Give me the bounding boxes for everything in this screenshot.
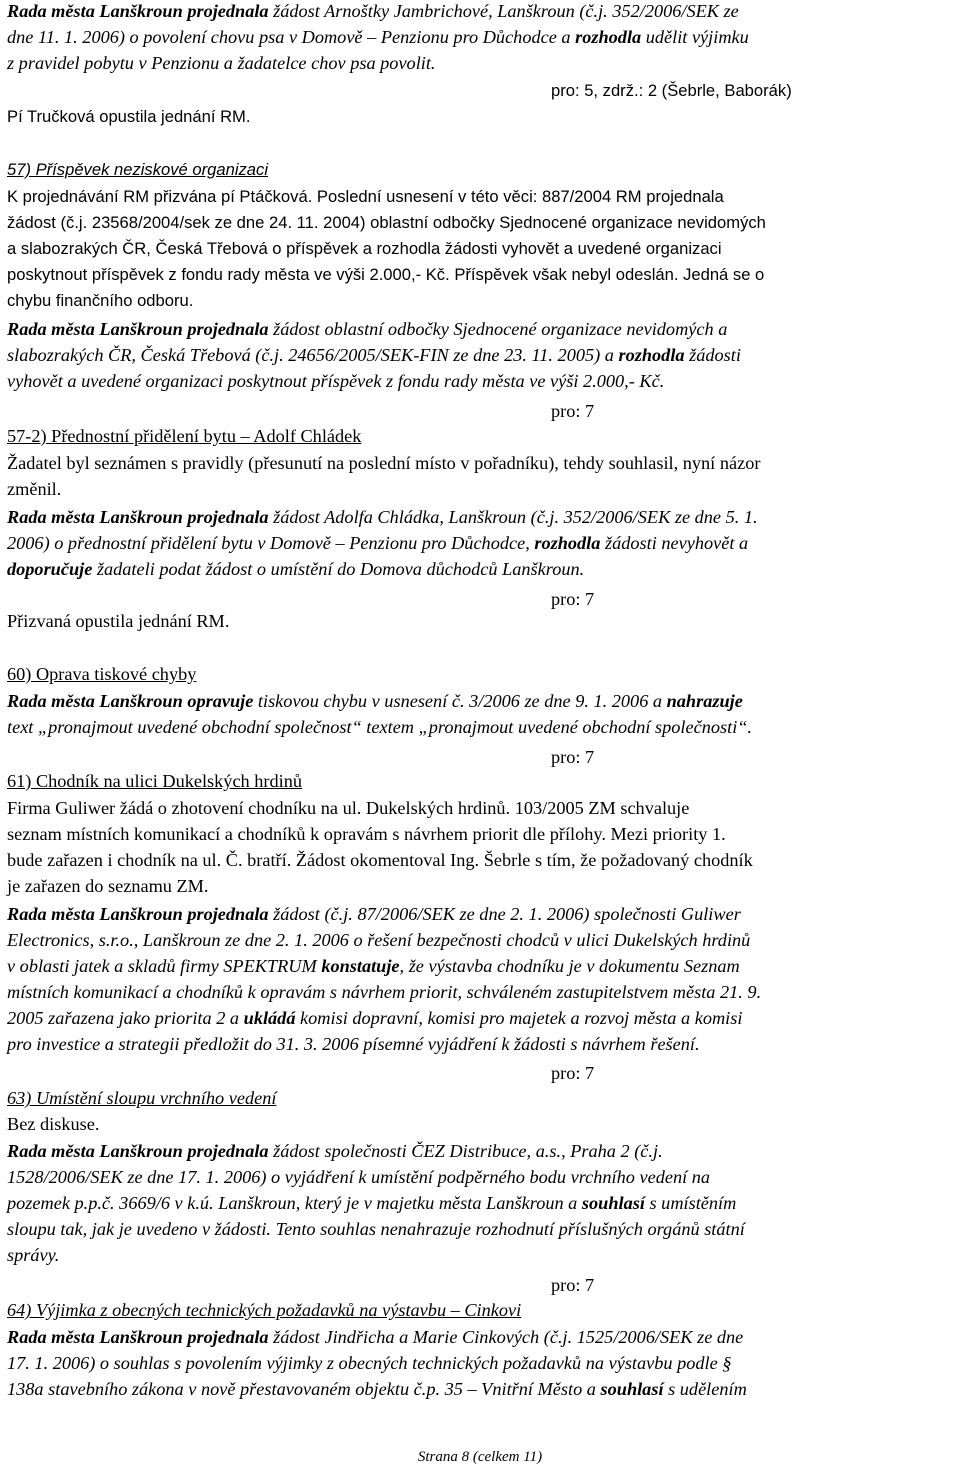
bold-run: Rada města Lanškroun projednala — [7, 1141, 269, 1161]
text-run: tiskovou chybu v usnesení č. 3/2006 ze dne 9. 1. 2006 a — [253, 691, 667, 711]
resolution-line — [7, 24, 749, 50]
paragraph-line: seznam místních komunikací a chodníků k opravám s návrhem priorit dle přílohy. Mezi priority 1. — [7, 824, 726, 844]
text-run: žadateli podat žádost o umístění do Domova důchodců Lanškroun. — [92, 559, 585, 579]
text-run: 138a stavebního zákona v nově přestavovaném objektu č.p. 35 – Vnitřní Město a — [7, 1379, 601, 1399]
bold-run: souhlasí — [600, 1379, 664, 1399]
text-run: v oblasti jatek a skladů firmy SPEKTRUM — [7, 956, 322, 976]
paragraph-line: chybu finančního odboru. — [7, 291, 194, 310]
text-run: dne 11. 1. 2006) o povolení chovu psa v Domově – Penzionu pro Důchodce a — [7, 27, 576, 47]
resolution-line: správy. — [7, 1245, 60, 1265]
text-run: žádosti nevyhovět a — [600, 533, 749, 553]
paragraph-line: K projednávání RM přizvána pí Ptáčková. Poslední usnesení v této věci: 887/2004 RM projednala — [7, 187, 724, 206]
resolution-line: 17. 1. 2006) o souhlas s povolením výjimky z obecných technických požadavků na výstavbu podle § — [7, 1353, 732, 1373]
resolution-line: pro investice a strategii předložit do 31. 3. 2006 písemné vyjádření k žádosti s návrhem řešení. — [7, 1034, 700, 1054]
resolution-line: místních komunikací a chodníků k opravám s návrhem priorit, schváleném zastupitelstvem města 21. 9. — [7, 982, 762, 1002]
section-heading: 60) Oprava tiskové chyby — [7, 664, 197, 684]
paragraph-line: Přizvaná opustila jednání RM. — [7, 611, 230, 631]
bold-run: ukládá — [243, 1008, 296, 1028]
text-run: žádost společnosti ČEZ Distribuce, a.s., Praha 2 (č.j. — [268, 1141, 663, 1161]
text-run: pozemek p.p.č. 3669/6 v k.ú. Lanškroun, který je v majetku města Lanškroun a — [7, 1193, 582, 1213]
text-run: komisi dopravní, komisi pro majetek a rozvoj města a komisi — [295, 1008, 743, 1028]
resolution-line: vyhovět a uvedené organizaci poskytnout příspěvek z fondu rady města ve výši 2.000,- Kč. — [7, 371, 665, 391]
resolution-line — [7, 0, 739, 24]
text-run: žádost oblastní odbočky Sjednocené organizace nevidomých a — [268, 319, 728, 339]
paragraph-line: Bez diskuse. — [7, 1114, 100, 1134]
resolution-line — [7, 1190, 736, 1216]
bold-run: nahrazuje — [666, 691, 743, 711]
text-run: 2006) o přednostní přidělení bytu v Domově – Penzionu pro Důchodce, — [7, 533, 535, 553]
text-run: žádost Adolfa Chládka, Lanškroun (č.j. 352/2006/SEK ze dne 5. 1. — [268, 507, 758, 527]
vote-result: pro: 7 — [551, 401, 595, 421]
bold-run: doporučuje — [7, 559, 93, 579]
section-heading: 61) Chodník na ulici Dukelských hrdinů — [7, 771, 302, 791]
page-footer: Strana 8 (celkem 11) — [417, 1449, 543, 1465]
bold-run: Rada města Lanškroun projednala — [7, 1327, 269, 1347]
resolution-line — [7, 1138, 663, 1164]
bold-run: Rada města Lanškroun projednala — [7, 1, 269, 21]
section-heading: 57-2) Přednostní přidělení bytu – Adolf Chládek — [7, 426, 362, 446]
bold-run: rozhodla — [534, 533, 601, 553]
text-run: slabozrakých ČR, Česká Třebová (č.j. 24656/2005/SEK-FIN ze dne 23. 11. 2005) a — [7, 345, 619, 365]
resolution-line — [7, 688, 743, 714]
resolution-line — [7, 342, 741, 368]
resolution-line — [7, 530, 748, 556]
text-run: , že výstavba chodníku je v dokumentu Seznam — [399, 956, 740, 976]
bold-run: Rada města Lanškroun — [7, 691, 188, 711]
vote-result: pro: 7 — [551, 747, 595, 767]
resolution-line — [7, 927, 750, 953]
bold-run: souhlasí — [581, 1193, 645, 1213]
text-run: s umístěním — [644, 1193, 737, 1213]
resolution-line — [7, 556, 584, 582]
paragraph-line: žádost (č.j. 23568/2004/sek ze dne 24. 11. 2004) oblastní odbočky Sjednocené organizace nevidomých — [7, 213, 766, 232]
resolution-line: sloupu tak, jak je uvedeno v žádosti. Tento souhlas nenahrazuje rozhodnutí příslušných orgánů státní — [7, 1219, 745, 1239]
bold-run: rozhodla — [575, 27, 642, 47]
paragraph-line: bude zařazen i chodník na ul. Č. bratří. Žádost okomentoval Ing. Šebrle s tím, že požadovaný chodník — [7, 850, 753, 870]
resolution-line: z pravidel pobytu v Penzionu a žadatelce chov psa povolit. — [7, 53, 436, 73]
resolution-line — [7, 901, 741, 927]
resolution-line — [7, 1324, 743, 1350]
section-heading: 57) Příspěvek neziskové organizaci — [7, 160, 269, 179]
text-run: udělit výjimku — [641, 27, 749, 47]
resolution-line — [7, 1376, 747, 1402]
text-run: s udělením — [663, 1379, 747, 1399]
vote-result: pro: 5, zdrž.: 2 (Šebrle, Baborák) — [551, 81, 792, 100]
paragraph-line: Žadatel byl seznámen s pravidly (přesunutí na poslední místo v pořadníku), tehdy souhlasil, nyní názor — [7, 453, 761, 473]
bold-run: rozhodla — [618, 345, 685, 365]
paragraph-line: Pí Tručková opustila jednání RM. — [7, 107, 251, 126]
resolution-line — [7, 1005, 742, 1031]
resolution-line — [7, 504, 758, 530]
text-run: žádosti — [684, 345, 741, 365]
paragraph-line: Firma Guliwer žádá o zhotovení chodníku na ul. Dukelských hrdinů. 103/2005 ZM schvaluje — [7, 798, 690, 818]
paragraph-line: změnil. — [7, 479, 62, 499]
resolution-line — [7, 316, 727, 342]
vote-result: pro: 7 — [551, 1063, 595, 1083]
section-heading: 64) Výjimka z obecných technických požadavků na výstavbu – Cinkovi — [7, 1300, 522, 1320]
paragraph-line: poskytnout příspěvek z fondu rady města ve výši 2.000,- Kč. Příspěvek však nebyl odeslán. Jedná se o — [7, 265, 765, 284]
text-run: žádost (č.j. 87/2006/SEK ze dne 2. 1. 2006) společnosti Guliwer — [268, 904, 741, 924]
bold-run: opravuje — [187, 691, 254, 711]
resolution-line: text „pronajmout uvedené obchodní společnost“ textem „pronajmout uvedené obchodní společnosti“. — [7, 717, 753, 737]
paragraph-line: a slabozrakých ČR, Česká Třebová o příspěvek a rozhodla žádosti vyhovět a uvedené organizaci — [7, 239, 722, 258]
resolution-line — [7, 953, 740, 979]
bold-run: Rada města Lanškroun projednala — [7, 507, 269, 527]
vote-result: pro: 7 — [551, 589, 595, 609]
text-run: žádost Jindřicha a Marie Cinkových (č.j. 1525/2006/SEK ze dne — [268, 1327, 744, 1347]
bold-run: Rada města Lanškroun projednala — [7, 319, 269, 339]
text-run: 2005 zařazena jako priorita 2 a — [7, 1008, 244, 1028]
bold-run: konstatuje — [321, 956, 400, 976]
text-run: , Lanškroun ze dne 2. 1. 2006 o řešení bezpečnosti chodců v ulici Dukelských hrdinů — [133, 930, 751, 950]
vote-result: pro: 7 — [551, 1275, 595, 1295]
section-heading: 63) Umístění sloupu vrchního vedení — [7, 1088, 277, 1108]
resolution-line: 1528/2006/SEK ze dne 17. 1. 2006) o vyjádření k umístění podpěrného bodu vrchního vedení na — [7, 1167, 711, 1187]
text-run: žádost Arnoštky Jambrichové, Lanškroun (č.j. 352/2006/SEK ze — [268, 1, 739, 21]
text-run: Electronics, s.r.o. — [7, 930, 134, 950]
paragraph-line: je zařazen do seznamu ZM. — [7, 876, 209, 896]
bold-run: Rada města Lanškroun projednala — [7, 904, 269, 924]
